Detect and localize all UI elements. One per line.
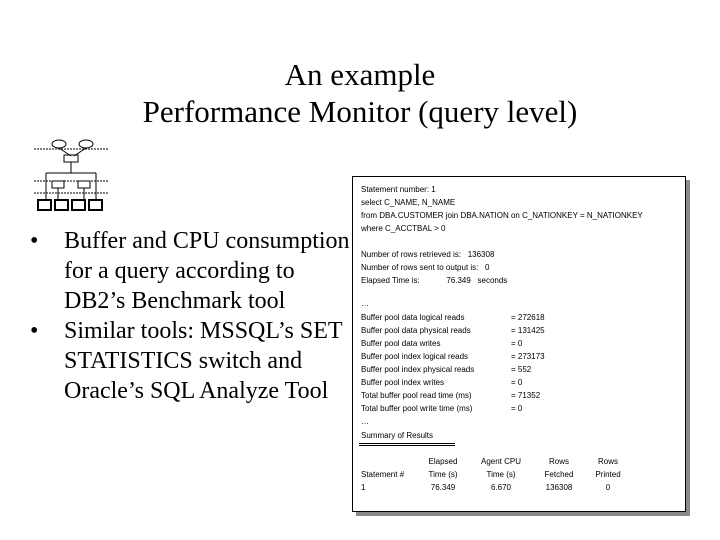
summary-header-printed: Printed [595, 470, 621, 479]
rows-sent: Number of rows sent to output is: 0 [361, 263, 490, 272]
summary-cell-rows-fetched: 136308 [545, 483, 573, 492]
summary-cell-statement: 1 [361, 483, 366, 492]
bullet-item [30, 316, 350, 406]
elapsed-time: Elapsed Time is: 76.349 seconds [361, 276, 508, 285]
stat-row [353, 326, 685, 339]
title-line-2: Performance Monitor (query level) [142, 94, 578, 129]
stat-value: = 272618 [511, 313, 545, 322]
stat-value: = 71352 [511, 391, 541, 400]
bullet-dot: • [30, 228, 39, 254]
stat-row [353, 378, 685, 391]
stat-row [353, 352, 685, 365]
stat-label: Buffer pool index writes [361, 378, 445, 387]
stat-label: Buffer pool index physical reads [361, 365, 475, 374]
stat-row [353, 404, 685, 417]
ellipsis: … [361, 417, 369, 426]
stat-value: = 273173 [511, 352, 545, 361]
slide-title [0, 56, 720, 130]
summary-header-rows: Rows [548, 457, 569, 466]
ellipsis: … [361, 299, 369, 308]
bullet-text: Buffer and CPU consumption for a query according to DB2’s Benchmark tool [64, 228, 350, 314]
flowchart-diagram-icon [34, 133, 108, 215]
stat-value: = 0 [511, 378, 523, 387]
summary-header-statement: Statement # [361, 470, 405, 479]
stat-row [353, 339, 685, 352]
summary-header-agent-cpu: Agent CPU [480, 457, 522, 466]
stat-value: = 0 [511, 404, 523, 413]
stat-label: Total buffer pool write time (ms) [361, 404, 473, 413]
bullet-list [30, 226, 350, 406]
query-line: select C_NAME, N_NAME [361, 198, 456, 207]
stat-label: Buffer pool data writes [361, 339, 441, 348]
summary-header-time: Time (s) [486, 470, 516, 479]
stat-row [353, 313, 685, 326]
summary-header-elapsed: Elapsed [428, 457, 458, 466]
summary-header-rows: Rows [597, 457, 618, 466]
rows-retrieved: Number of rows retrieved is: 136308 [361, 250, 495, 259]
stat-value: = 552 [511, 365, 532, 374]
summary-header-time: Time (s) [428, 470, 458, 479]
stat-row [353, 391, 685, 404]
stat-label: Total buffer pool read time (ms) [361, 391, 472, 400]
stat-value: = 131425 [511, 326, 545, 335]
stat-label: Buffer pool data physical reads [361, 326, 471, 335]
summary-cell-agent-cpu: 6.670 [490, 483, 512, 492]
summary-cell-elapsed: 76.349 [430, 483, 456, 492]
query-line: where C_ACCTBAL > 0 [361, 224, 446, 233]
title-line-1: An example [284, 57, 436, 92]
stat-label: Buffer pool data logical reads [361, 313, 465, 322]
bullet-text: Similar tools: MSSQL’s SET STATISTICS switch and Oracle’s SQL Analyze Tool [64, 318, 343, 404]
summary-header-fetched: Fetched [544, 470, 574, 479]
summary-title: Summary of Results [361, 431, 434, 440]
summary-divider [359, 443, 455, 446]
stat-row [353, 365, 685, 378]
query-line: from DBA.CUSTOMER join DBA.NATION on C_NATIONKEY = N_NATIONKEY [361, 211, 643, 220]
bullet-dot: • [30, 318, 39, 344]
summary-cell-rows-printed: 0 [605, 483, 611, 492]
bullet-item [30, 226, 350, 316]
monitor-output-panel [352, 176, 686, 512]
stat-value: = 0 [511, 339, 523, 348]
statement-number: Statement number: 1 [361, 185, 436, 194]
stat-label: Buffer pool index logical reads [361, 352, 469, 361]
